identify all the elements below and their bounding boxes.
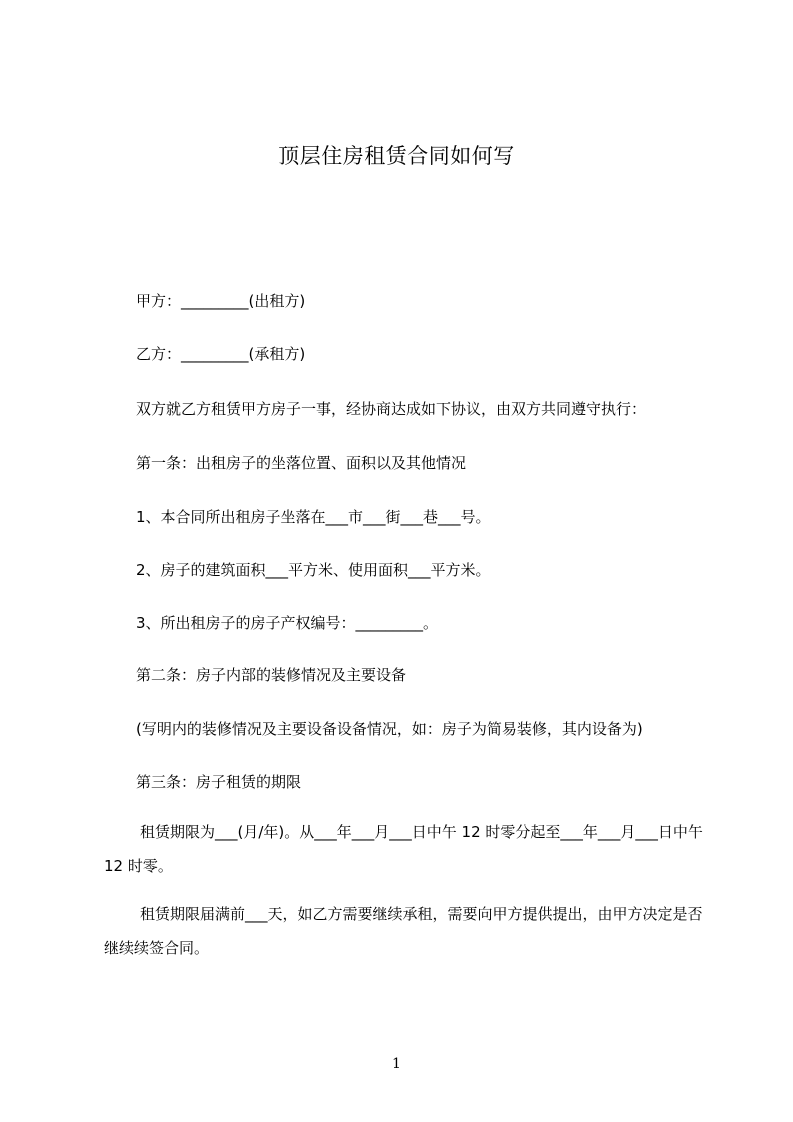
party-a-line: 甲方：_________(出租方): [136, 292, 306, 310]
article-1-item-1: 1、本合同所出租房子坐落在___市___街___巷___号。: [136, 508, 491, 526]
agreement-intro: 双方就乙方租赁甲方房子一事，经协商达成如下协议，由双方共同遵守执行：: [136, 400, 647, 418]
document-title: 顶层住房租赁合同如何写: [278, 144, 515, 168]
article-3-heading: 第三条：房子租赁的期限: [136, 773, 302, 791]
party-b-line: 乙方：_________(承租方): [136, 345, 306, 363]
article-2-note: (写明内的装修情况及主要设备设备情况，如：房子为简易装修，其内设备为): [136, 720, 643, 738]
lease-renewal-paragraph: 租赁期限届满前___天，如乙方需要继续承租，需要向甲方提供提出，由甲方决定是否继续续签合同。: [104, 905, 703, 957]
lease-term-paragraph: 租赁期限为___(月/年)。从___年___月___日中午 12 时零分起至___年___月___日中午 12 时零。: [104, 823, 703, 875]
page-number: 1: [392, 1056, 401, 1072]
article-1-item-2: 2、房子的建筑面积___平方米、使用面积___平方米。: [136, 561, 491, 579]
article-1-heading: 第一条：出租房子的坐落位置、面积以及其他情况: [136, 454, 467, 472]
article-1-item-3: 3、所出租房子的房子产权编号：_________。: [136, 614, 439, 632]
article-2-heading: 第二条：房子内部的装修情况及主要设备: [136, 666, 407, 684]
